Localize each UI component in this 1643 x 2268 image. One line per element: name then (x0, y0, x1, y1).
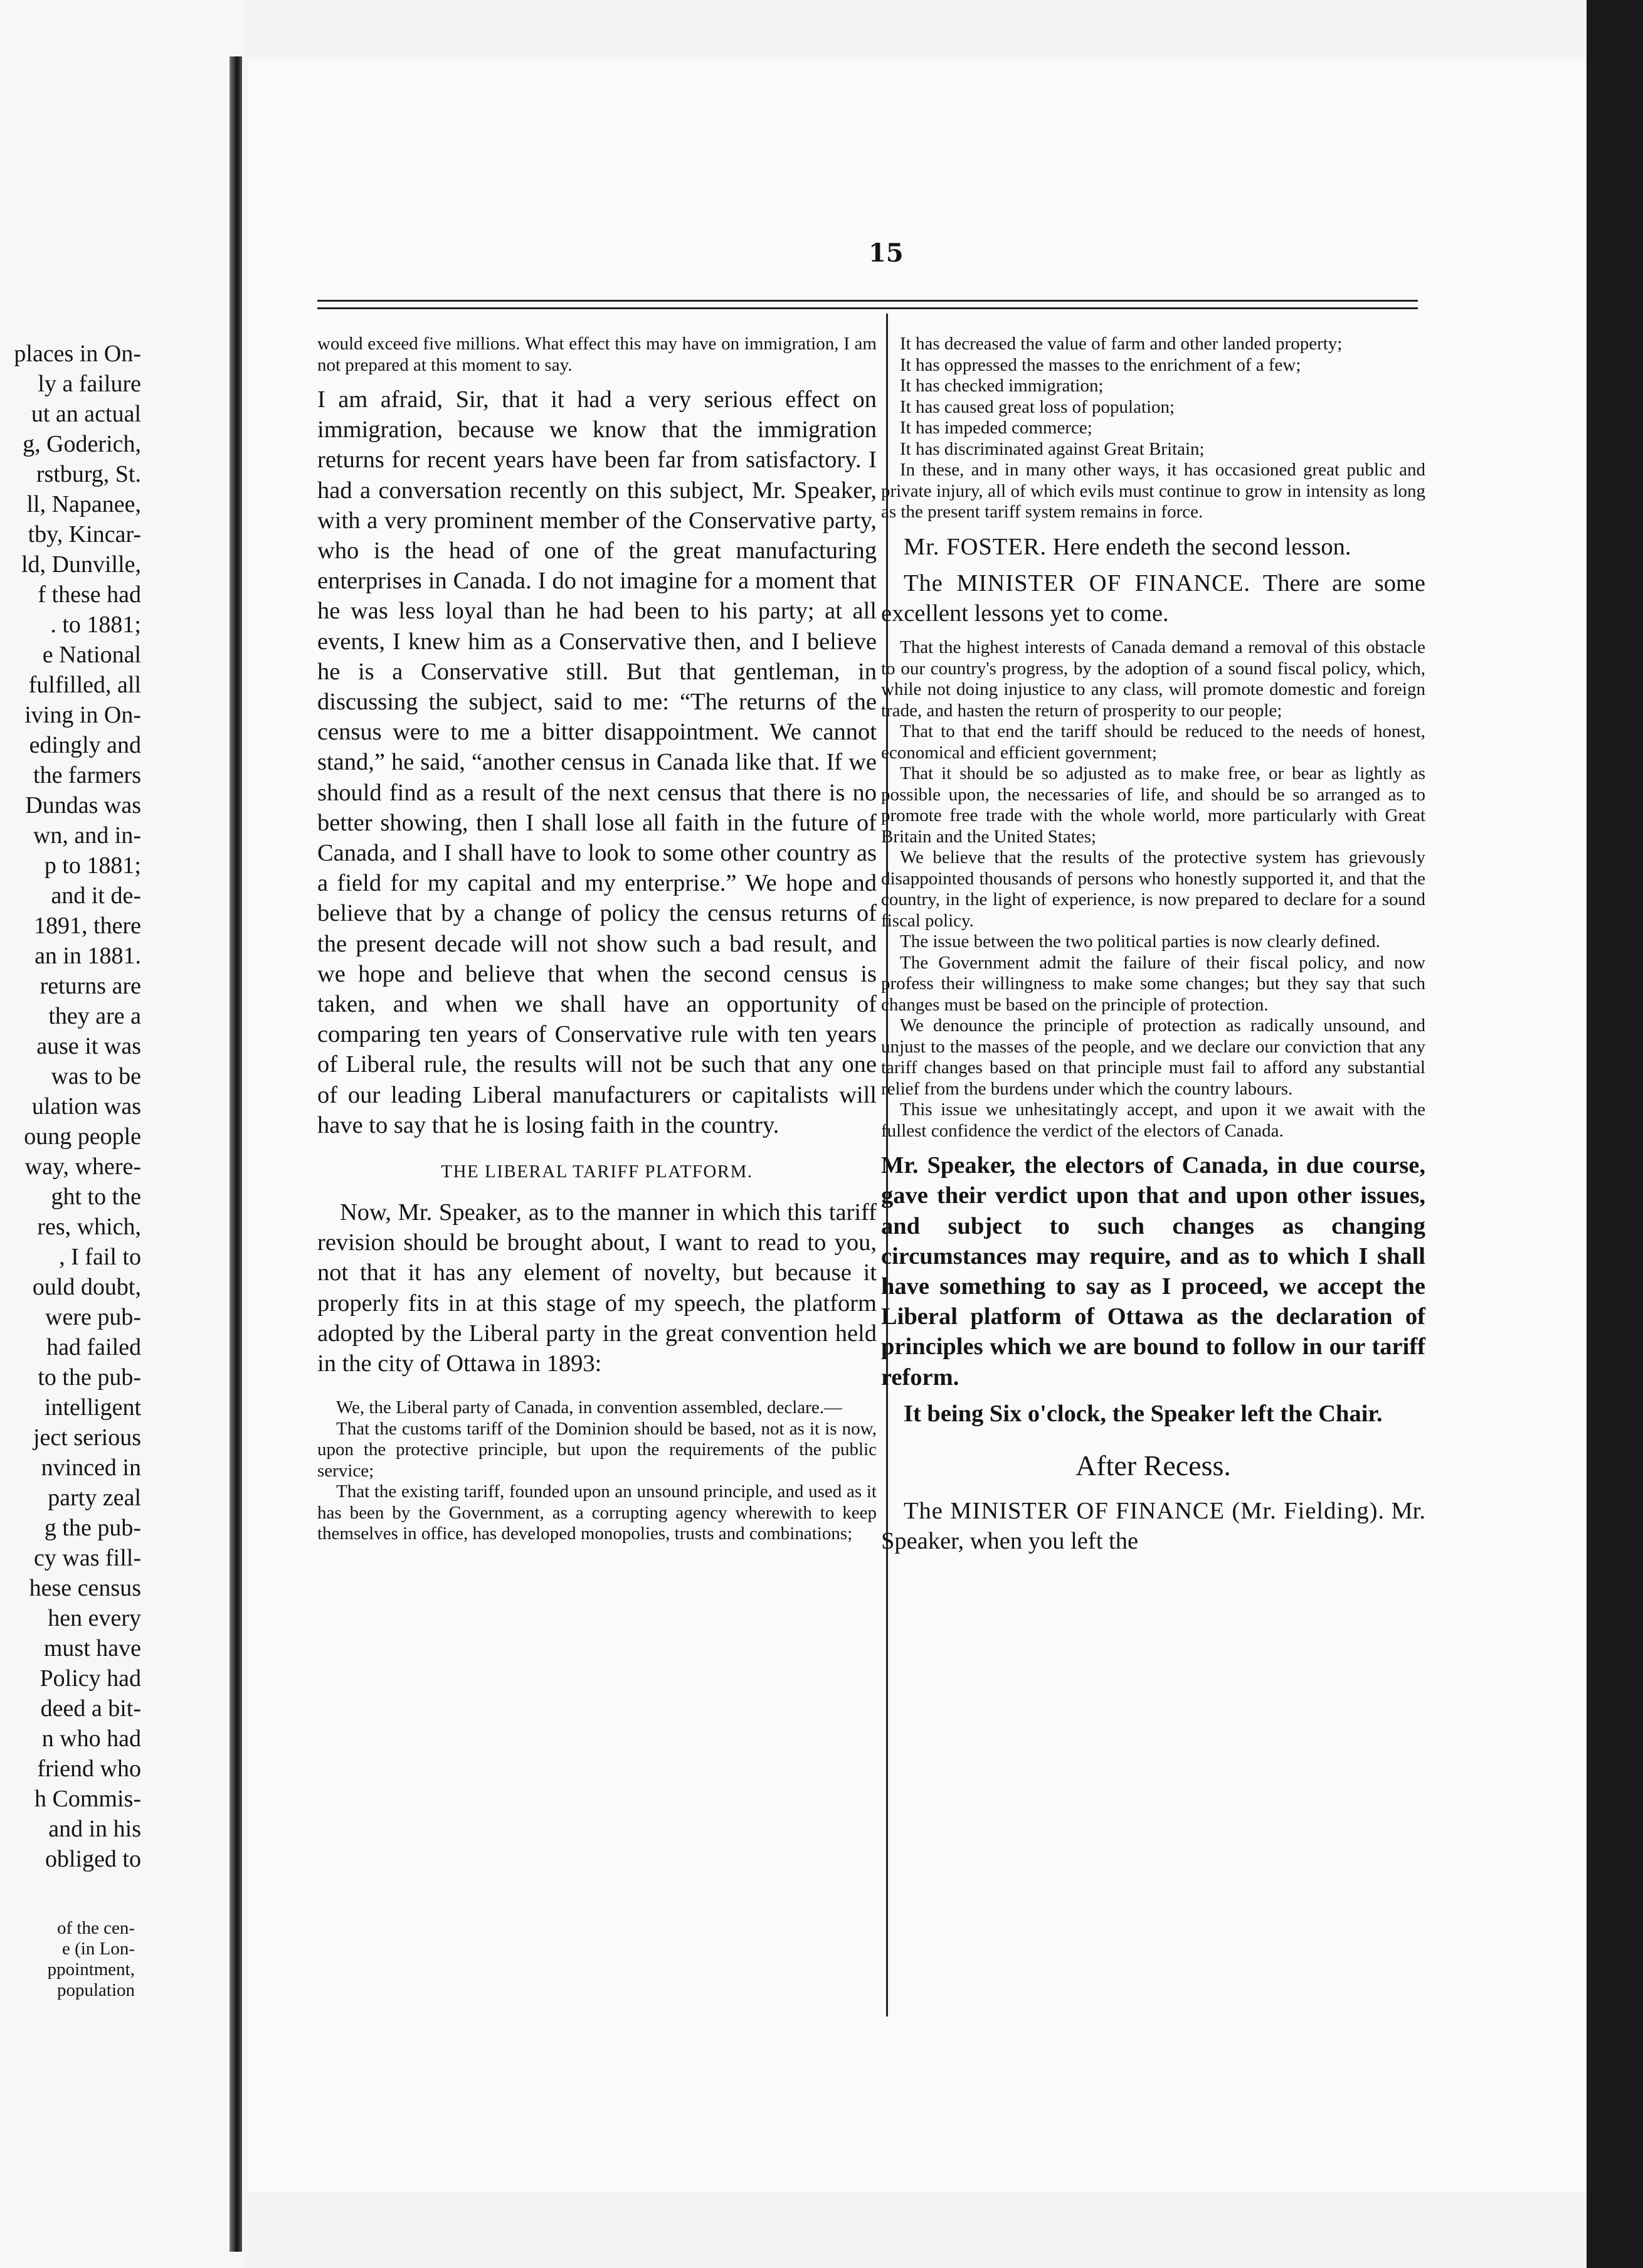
resolution-item: We believe that the results of the protective system has grievously disappointed thousands of persons who honestly supported it, and that the country, in the light of experience, is now prepared to declare for a sound fiscal policy. (881, 847, 1425, 931)
platform-item: It has impeded commerce; (900, 418, 1092, 438)
fragment-line: returns are (40, 973, 141, 999)
fragment-line: obliged to (45, 1846, 141, 1872)
fragment-line: res, which, (37, 1214, 141, 1240)
fragment-line: hen every (48, 1605, 141, 1631)
after-recess-heading: After Recess. (1075, 1449, 1231, 1481)
paragraph-tariff-revision: Now, Mr. Speaker, as to the manner in which this tariff revision should be brought about, I want to read to you, not that it has any element of novelty, but because it properly fits in at this stage of my speech, the platform adopted by the Liberal party in the great convention held in the city of Ottawa in 1893: (317, 1199, 877, 1377)
fragment-line: cy was fill- (34, 1545, 141, 1571)
fragment-line: ght to the (51, 1184, 141, 1210)
fragment-line: rstburg, St. (36, 461, 141, 487)
fragment-line: party zeal (48, 1485, 141, 1511)
fragment-line: ould doubt, (32, 1274, 141, 1300)
fragment-line: fulfilled, all (28, 672, 141, 698)
platform-item: That the existing tariff, founded upon an unsound principle, and used as it has been by the Government, as a corrupting agency wherewith to keep themselves in office, has developed monopolies, trusts and combinations; (317, 1481, 877, 1544)
resolution-item: The issue between the two political parties is now clearly defined. (900, 931, 1380, 952)
fragment-line: e National (42, 642, 141, 668)
fragment-line: intelligent (44, 1394, 141, 1421)
fragment-line: were pub- (45, 1304, 141, 1330)
resolution-item: We denounce the principle of protection as radically unsound, and unjust to the masses of the people, and we declare our conviction that any tariff changes based on that principle must fail to afford any substantial relief from the burdens under which the country labours. (881, 1015, 1425, 1099)
fragment-line: must have (43, 1635, 141, 1661)
platform-item: It has checked immigration; (900, 376, 1104, 396)
fragment-line: friend who (37, 1756, 141, 1782)
speaker-name: The MINISTER OF FINANCE. (904, 570, 1250, 596)
fragment-line: they are a (48, 1003, 141, 1029)
fragment-line: hese census (29, 1575, 141, 1601)
fragment-line: 1891, there (34, 913, 141, 939)
fragment-line: , I fail to (59, 1244, 141, 1270)
fragment-footnote-line: of the cen- (57, 1918, 135, 1938)
foster-remark (881, 532, 1425, 562)
header-rule-bottom (317, 307, 1418, 309)
fragment-line: and in his (48, 1816, 141, 1842)
fragment-line: n who had (41, 1725, 141, 1752)
minister-remark (881, 568, 1425, 628)
adjournment-note: It being Six o'clock, the Speaker left the Chair. (904, 1400, 1383, 1427)
left-column (317, 334, 877, 1545)
fragment-line: f these had (38, 581, 141, 608)
fragment-line: and it de- (51, 882, 141, 909)
fragment-line: an in 1881. (34, 943, 141, 969)
final-remark (881, 1496, 1425, 1556)
binding-gutter (230, 56, 242, 2252)
fragment-line: ll, Napanee, (26, 491, 141, 517)
fragment-line: nvinced in (41, 1455, 141, 1481)
paragraph-verdict: Mr. Speaker, the electors of Canada, in due course, gave their verdict upon that and upon other issues, and subject to such changes as changing circumstances may require, and as to which I shall have something to say as I proceed, we accept the Liberal platform of Ottawa as the declaration of principles which we are bound to follow in our tariff reform. (881, 1152, 1425, 1391)
fragment-line: ause it was (36, 1033, 141, 1059)
fragment-line: edingly and (29, 732, 141, 758)
platform-intro: We, the Liberal party of Canada, in convention assembled, declare.— (336, 1397, 842, 1418)
fragment-line: Policy had (40, 1665, 141, 1692)
section-heading: THE LIBERAL TARIFF PLATFORM. (441, 1162, 753, 1182)
fragment-line: was to be (51, 1063, 141, 1089)
fragment-line: p to 1881; (44, 852, 141, 879)
resolution-item: The Government admit the failure of their fiscal policy, and now profess their willingness to make some changes; but they say that such changes must be based on the principle of protection. (881, 952, 1425, 1015)
speaker-name: The MINISTER OF FINANCE (Mr. Fielding). (904, 1497, 1385, 1524)
fragment-footnote-line: e (in Lon- (62, 1939, 135, 1959)
fragment-line: g the pub- (44, 1515, 141, 1541)
fragment-line: tby, Kincar- (28, 521, 141, 548)
remark-text: Mr. Speaker, when you left the (881, 1497, 1426, 1555)
fragment-line: g, Goderich, (23, 431, 141, 457)
right-column (881, 334, 1425, 1556)
platform-item: It has discriminated against Great Britain; (900, 438, 1205, 459)
page-number: 15 (869, 238, 904, 268)
resolution-list (881, 637, 1425, 1142)
fragment-line: had failed (46, 1334, 141, 1360)
fragment-line: to the pub- (38, 1364, 141, 1391)
remark-text: Here endeth the second lesson. (1052, 533, 1351, 560)
fragment-line: deed a bit- (40, 1695, 141, 1722)
speaker-name: Mr. FOSTER. (904, 533, 1047, 560)
fragment-line: . to 1881; (50, 612, 141, 638)
platform-item: It has caused great loss of population; (900, 396, 1175, 417)
platform-item: It has decreased the value of farm and other landed property; (900, 334, 1343, 354)
fragment-footnote-line: population (56, 1980, 135, 2000)
platform-item: It has oppressed the masses to the enrichment of a few; (900, 354, 1301, 375)
fragment-line: way, where- (24, 1153, 141, 1180)
resolution-item: That the highest interests of Canada demand a removal of this obstacle to our country's progress, by the adoption of a sound fiscal policy, which, while not doing injustice to any class, will promote domestic and foreign trade, and hasten the return of prosperity to our people; (881, 637, 1425, 721)
resolution-item: This issue we unhesitatingly accept, and upon it we await with the fullest confidence the verdict of the electors of Canada. (881, 1100, 1425, 1141)
previous-page-fragment (0, 339, 226, 2032)
fragment-line: the farmers (33, 762, 141, 788)
resolution-item: That it should be so adjusted as to make free, or bear as lightly as possible upon, the necessaries of life, and should be so arranged as to promote free trade with the whole world, more particularly with Great Britain and the United States; (881, 763, 1425, 847)
fragment-line: oung people (24, 1123, 141, 1150)
paragraph-immigration: I am afraid, Sir, that it had a very serious effect on immigration, because we know that the immigration returns for recent years have been far from satisfactory. I had a conversation recently on this subject, Mr. Speaker, with a very prominent member of the Conservative party, who is the head of one of the great manufacturing enterprises in Canada. I do not imagine for a moment that he was less loyal than he had been to his party; at all events, I knew him as a Conservative then, and I believe he is a Conservative still. But that gentleman, in discussing the subject, said to me: “The returns of the census were to me a bitter disappointment. We cannot stand,” he said, “another census in Canada like that. If we should find as a result of the next census that there is no better showing, then I shall lose all faith in the future of Canada, and I shall have to look to some other country as a field for my capital and my enterprise.” We hope and believe that by a change of policy the census returns of the present decade will not show such a bad result, and we hope and believe that when the second census is taken, and when we shall have an opportunity of comparing ten years of Conservative rule with ten years of Liberal rule, the results will not be such that any one of our leading Liberal manufacturers or capitalists will have to say that he is losing faith in the country. (317, 386, 877, 1138)
fragment-line: wn, and in- (33, 822, 141, 849)
platform-item: In these, and in many other ways, it has occasioned great public and private injury, all of which evils must continue to grow in intensity as long as the present tariff system remains in force. (881, 460, 1425, 522)
scan-background-right (1587, 0, 1643, 2268)
fragment-footnote-line: ppointment, (47, 1959, 135, 1979)
fragment-line: ulation was (31, 1093, 141, 1120)
fragment-line: places in On- (14, 341, 141, 367)
fragment-line: iving in On- (24, 702, 141, 728)
fragment-line: Dundas was (25, 792, 141, 819)
fragment-line: h Commis- (34, 1786, 141, 1812)
fragment-line: ly a failure (38, 371, 141, 397)
fragment-line: ject serious (33, 1424, 141, 1451)
header-rule-top (317, 300, 1418, 302)
fragment-line: ld, Dunville, (21, 551, 141, 578)
platform-item: That the customs tariff of the Dominion should be based, not as it is now, upon the protective principle, but upon the requirements of the public service; (317, 1418, 877, 1481)
platform-list (881, 334, 1425, 523)
fragment-line: ut an actual (31, 401, 141, 427)
resolution-item: That to that end the tariff should be reduced to the needs of honest, economical and efficient government; (881, 721, 1425, 763)
remark-text: There are some excellent lessons yet to come. (881, 570, 1425, 627)
quote-continuation: would exceed five millions. What effect this may have on immigration, I am not prepared at this moment to say. (317, 334, 877, 375)
